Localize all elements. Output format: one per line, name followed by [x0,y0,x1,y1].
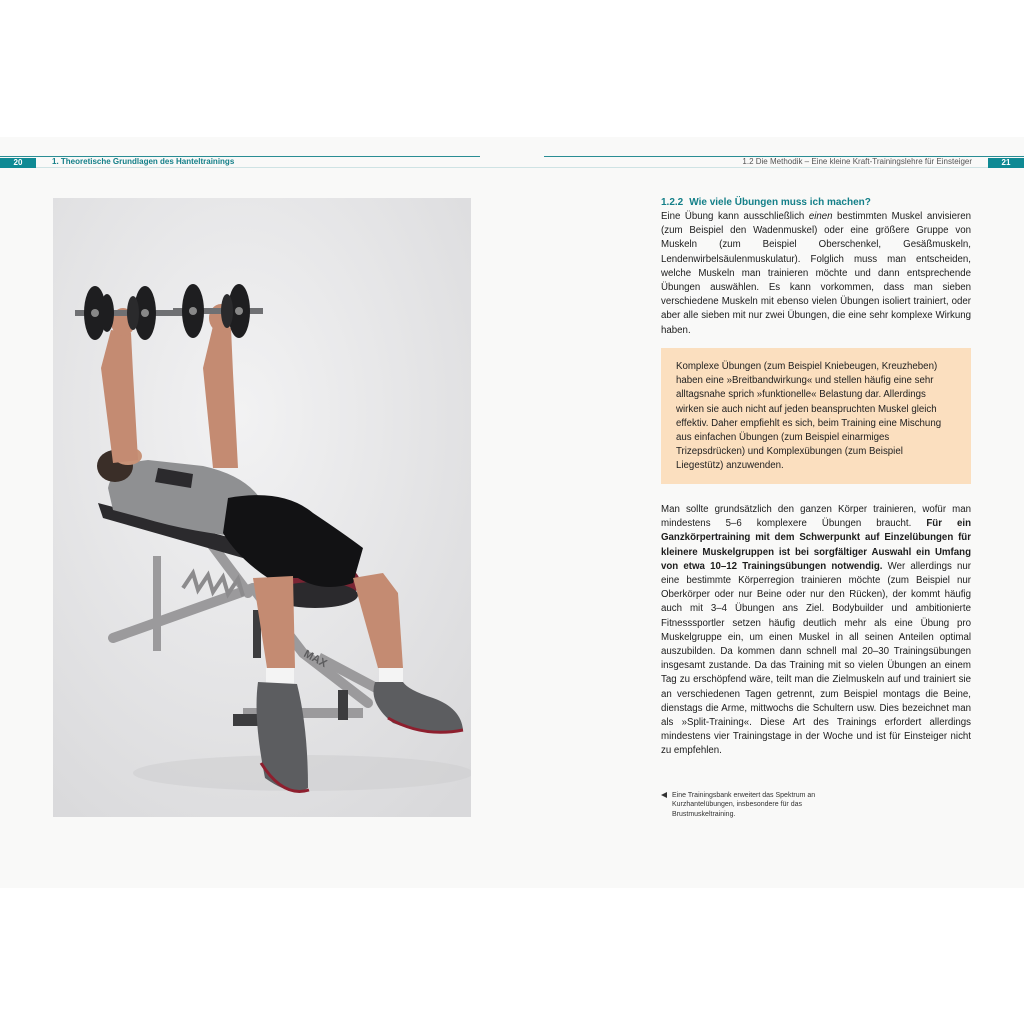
running-head-right: 1.2 Die Methodik – Eine kleine Kraft-Trainingslehre für Einsteiger [742,157,972,166]
running-head-left: 1. Theoretische Grundlagen des Hanteltrainings [52,157,235,166]
bench-brand-label: MAX [301,648,329,671]
paragraph-2-text-a: Man sollte grundsätzlich den ganzen Körper trainieren, wofür man mindestens 5–6 komplexere Übungen braucht. [661,504,971,530]
section-title: Wie viele Übungen muss ich machen? [689,197,871,208]
paragraph-1-text-a: Eine Übung kann ausschließlich [661,211,809,222]
page-number-right: 21 [988,158,1024,168]
caption-arrow-icon [661,792,667,798]
bench-press-photo [53,198,471,817]
info-box [661,348,971,484]
info-box-text: Komplexe Übungen (zum Beispiel Kniebeugen, Kreuzheben) haben eine »Breitbandwirkung« und stellen häufig eine sehr alltagsnahe sprich »funktionelle« Belastung dar. Allerdings wirken sie auch nicht auf jeden beanspruchten Muskel gleich effektiv. Daher empfiehlt es sich, beim Training eine Mischung aus einfachen Übungen (zum Beispiel einarmiges Trizepsdrücken) und Komplexübungen (zum Beispiel Liegestütz) anzuwenden. [676,361,942,472]
bench-press-illustration [53,198,471,817]
section-heading [661,196,871,210]
paragraph-1-emphasis: einen [808,211,833,222]
paragraph-1 [661,210,971,338]
paragraph-2 [661,503,971,759]
paragraph-2-text-b: Wer allerdings nur eine bestimmte Körperregion trainieren möchte (zum Beispiel nur Oberkörper oder nur Beine oder nur den Rücken), der kommt häufig auch mit 3–4 Übungen ans Ziel. Bodybuilder und ambitionierte Fitnesssportler setzen häufig deutlich mehr als eine Übung pro Muskelgruppe ein, um einen Muskel in all seinen Anteilen optimal auszubilden. Da kommen dann schnell mal 20–30 Trainingsübungen insgesamt zustande. Da das Training mit so vielen Übungen an einem Tag zu erschöpfend wäre, teilt man die Zielmuskeln auf und trainiert sie an verschiedenen Tagen getrennt, zum Beispiel montags die Beine, dienstags die Arme, mittwochs die Schultern usw. Dies bezeichnet man als »Split-Training«. Diese Art des Trainings erfordert allerdings mindestens vier Trainingstage in der Woche und ist für Einsteiger nicht zu empfehlen. [661,560,972,757]
section-number: 1.2.2 [661,197,684,208]
photo-caption [661,791,851,819]
header-rule-underline [0,167,1024,168]
page-number-left: 20 [0,158,36,168]
paragraph-1-text-b: bestimmten Muskel anvisieren (zum Beispiel den Wadenmuskel) oder eine größere Gruppe von Muskeln (zum Beispiel Oberschenkel, Gesäßmuskeln, Lendenwirbelsäulenmuskulatur). Folglich muss man entscheiden, welche Muskeln man trainieren möchte und dann entsprechende Übungen auswählen. Es kann vorkommen, dass man sieben verschiedene Muskeln mit ebenso vielen Übungen isoliert trainiert, oder aber alle sieben mit nur zwei Übungen, die eine sehr komplexe Wirkung haben. [661,211,971,336]
paragraph-2-bold: Für ein Ganzkörpertraining mit dem Schwerpunkt auf Einzelübungen für kleinere Muskelgruppen ist bei sorgfältiger Auswahl ein Umfang von etwa 10–12 Trainingsübungen notwendig. [661,518,972,572]
caption-text: Eine Trainingsbank erweitert das Spektrum an Kurzhantelübungen, insbesondere für das Brustmuskeltraining. [672,792,816,818]
